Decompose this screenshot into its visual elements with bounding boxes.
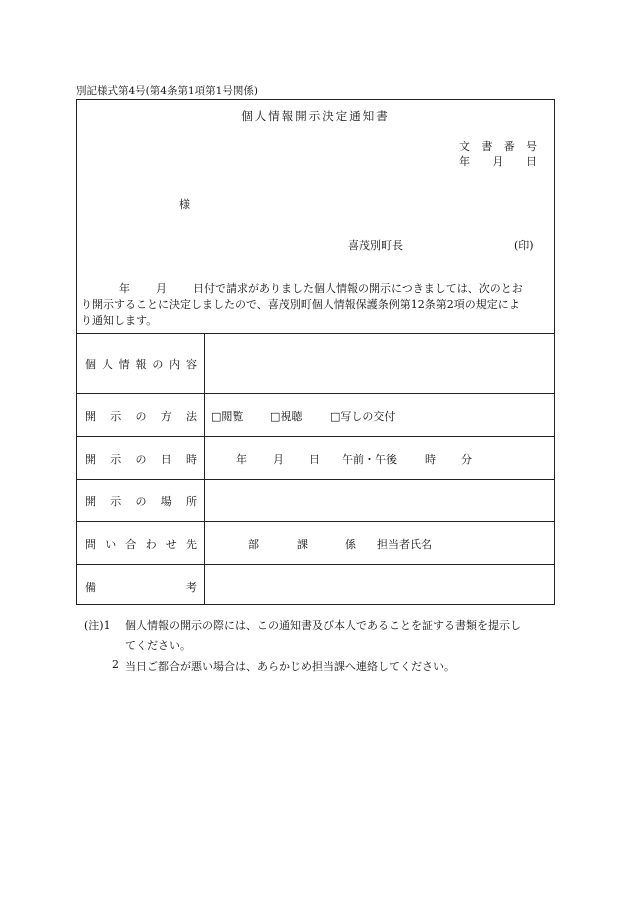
notice-form: [76, 99, 555, 605]
body-line1: 日付で請求がありました個人情報の開示につきましては、次のとお: [193, 282, 523, 295]
datetime-day: 日: [309, 453, 320, 466]
document-title: 個人情報開示決定通知書: [241, 109, 390, 123]
document-number-label: 文 書 番 号: [459, 140, 537, 153]
option-viewing[interactable]: □閲覧: [211, 410, 244, 423]
option-audiovisual[interactable]: □視聴: [270, 410, 303, 423]
row-divider: [77, 564, 554, 565]
note-prefix: (注)1: [84, 619, 111, 632]
issue-date-label: 年 月 日: [459, 155, 537, 168]
label-remarks: 備 考: [85, 581, 197, 594]
issuer-name: 喜茂別町長: [348, 239, 403, 252]
body-line2: り開示することに決定しましたので、喜茂別町個人情報保護条例第12条第2項の規定によ: [81, 298, 520, 311]
datetime-month: 月: [273, 453, 284, 466]
addressee-suffix: 様: [179, 198, 190, 211]
label-disclosure-place: 開 示 の 場 所: [85, 495, 197, 508]
label-contact: 問 い 合 わ せ 先: [85, 538, 197, 551]
datetime-minute: 分: [461, 453, 472, 466]
body-line3: り通知します。: [81, 314, 158, 327]
label-disclosure-method: 開 示 の 方 法: [85, 410, 197, 423]
contact-department: 部: [248, 538, 259, 551]
datetime-year: 年: [236, 453, 247, 466]
note-1-line-1: 個人情報の開示の際には、この通知書及び本人であることを証する書類を提示し: [125, 619, 521, 632]
label-disclosure-datetime: 開 示 の 日 時: [85, 453, 197, 466]
row-divider: [77, 479, 554, 480]
form-number-label: 別記様式第4号(第4条第1項第1号関係): [76, 85, 258, 97]
row-divider: [77, 436, 554, 437]
label-personal-info-content: 個 人 情 報 の 内 容: [85, 358, 197, 371]
body-year: 年: [119, 282, 130, 295]
table-top-border: [77, 333, 554, 334]
contact-unit: 係: [345, 538, 356, 551]
option-copy-delivery[interactable]: □写しの交付: [330, 410, 396, 423]
datetime-am-pm: 午前・午後: [342, 453, 397, 466]
datetime-hour: 時: [425, 453, 436, 466]
row-divider: [77, 393, 554, 394]
column-divider: [204, 333, 205, 604]
note-2-number: 2: [112, 658, 119, 671]
contact-section: 課: [297, 538, 308, 551]
note-1-line-2: てください。: [125, 639, 191, 652]
body-month: 月: [156, 282, 167, 295]
contact-person-name: 担当者氏名: [377, 538, 432, 551]
seal-mark: (印): [514, 239, 534, 252]
note-2-text: 当日ご都合が悪い場合は、あらかじめ担当課へ連絡してください。: [125, 660, 455, 673]
row-divider: [77, 521, 554, 522]
